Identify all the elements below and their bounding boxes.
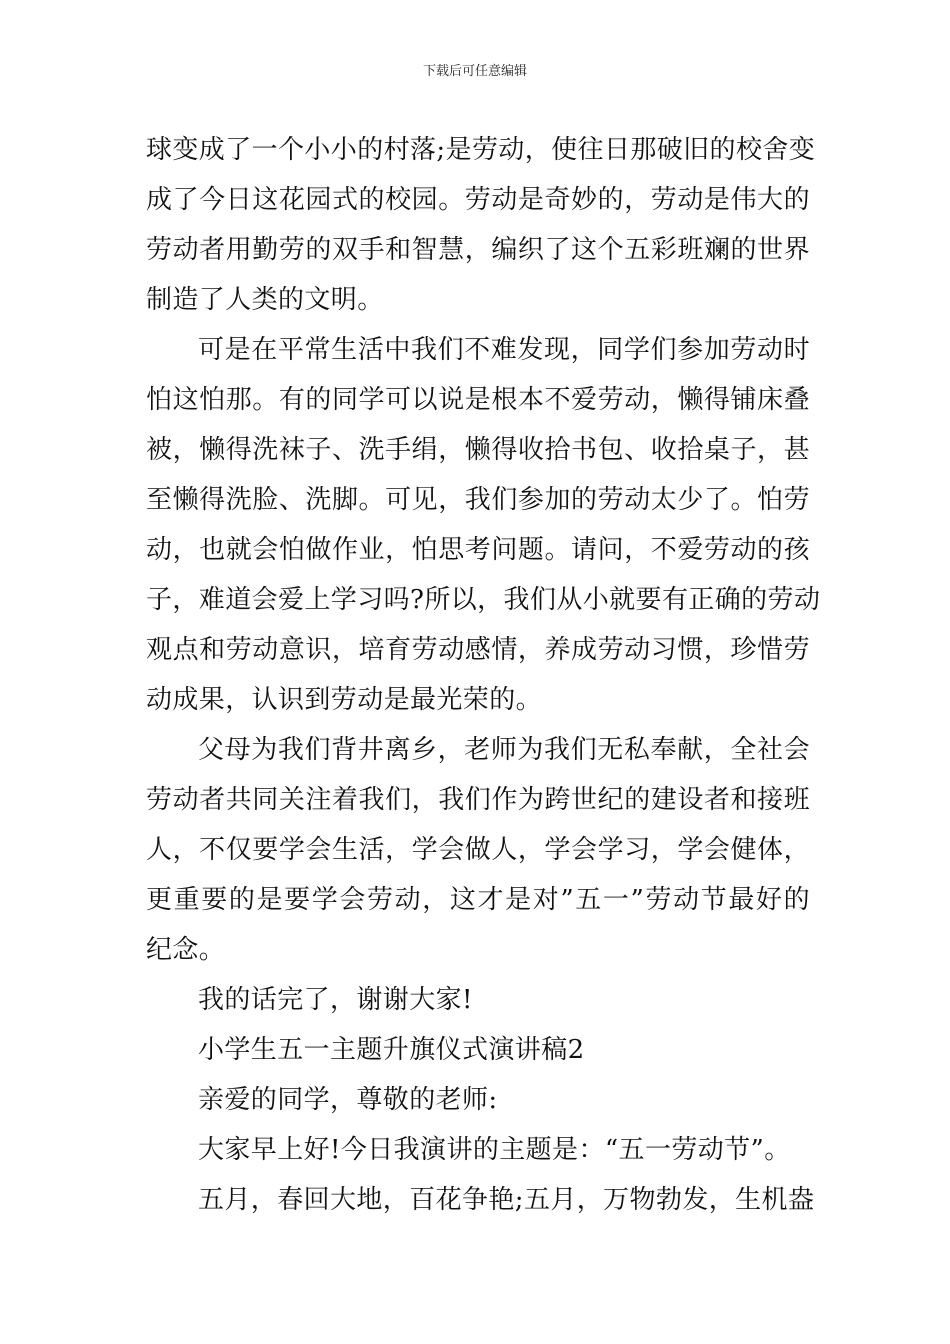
text-line-2: 成了今日这花园式的校园。劳动是奇妙的，劳动是伟大的 xyxy=(146,185,810,215)
text-line-18: 我的话完了，谢谢大家! xyxy=(198,985,473,1015)
page-header: 下载后可任意编辑 xyxy=(422,64,527,79)
text-line-20: 亲爱的同学，尊敬的老师: xyxy=(198,1085,498,1115)
text-line-4: 制造了人类的文明。 xyxy=(146,285,384,315)
text-line-3: 劳动者用勤劳的双手和智慧，编织了这个五彩班斓的世界 xyxy=(146,235,810,265)
text-line-17: 纪念。 xyxy=(146,935,226,965)
text-line-21: 大家早上好!今日我演讲的主题是：“五一劳动节”。 xyxy=(198,1135,791,1165)
text-line-9: 动，也就会怕做作业，怕思考问题。请问，不爱劳动的孩 xyxy=(146,535,810,565)
text-line-13: 父母为我们背井离乡，老师为我们无私奉献，全社会 xyxy=(198,735,810,765)
text-line-12: 动成果，认识到劳动是最光荣的。 xyxy=(146,685,543,715)
text-line-22: 五月，春回大地，百花争艳;五月，万物勃发，生机盎 xyxy=(198,1185,815,1215)
text-line-7: 被，懒得洗袜子、洗手绢，懒得收拾书包、收拾桌子，甚 xyxy=(146,435,810,465)
text-line-6: 怕这怕那。有的同学可以说是根本不爱劳动，懒得铺床叠 xyxy=(146,385,810,415)
document-body xyxy=(146,125,821,1225)
text-line-8: 至懒得洗脸、洗脚。可见，我们参加的劳动太少了。怕劳 xyxy=(146,485,810,515)
text-line-11: 观点和劳动意识，培育劳动感情，养成劳动习惯，珍惜劳 xyxy=(146,635,810,665)
text-line-14: 劳动者共同关注着我们，我们作为跨世纪的建设者和接班 xyxy=(146,785,810,815)
text-line-1: 球变成了一个小小的村落;是劳动，使往日那破旧的校舍变 xyxy=(146,135,816,165)
text-line-10: 子，难道会爱上学习吗?所以，我们从小就要有正确的劳动 xyxy=(146,585,821,615)
text-line-16: 更重要的是要学会劳动，这才是对”五一”劳动节最好的 xyxy=(146,885,810,915)
section-title: 小学生五一主题升旗仪式演讲稿2 xyxy=(198,1035,585,1065)
text-line-5: 可是在平常生活中我们不难发现，同学们参加劳动时 xyxy=(198,335,810,365)
text-line-15: 人，不仅要学会生活，学会做人，学会学习，学会健体， xyxy=(146,835,810,865)
